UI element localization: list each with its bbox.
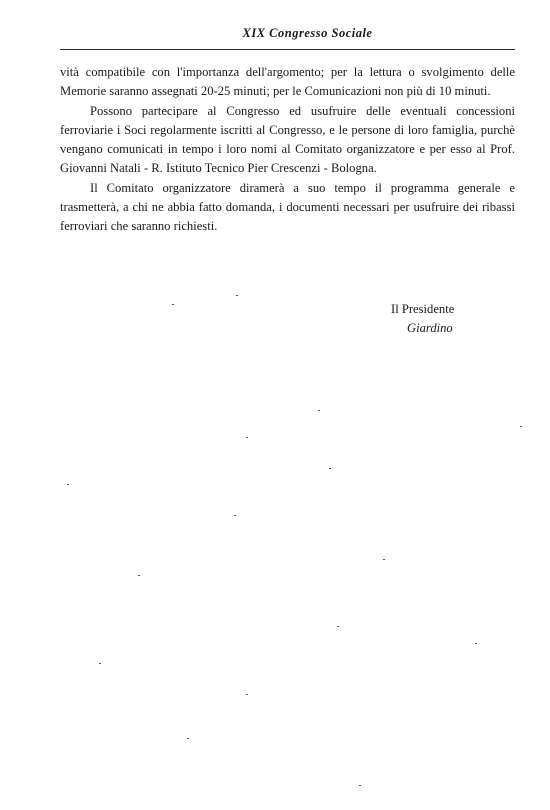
scan-speck — [337, 626, 339, 627]
scan-speck — [329, 468, 331, 469]
scan-speck — [246, 694, 248, 695]
scan-speck — [383, 559, 385, 560]
scan-speck — [138, 575, 140, 576]
running-header: XIX Congresso Sociale — [242, 26, 373, 40]
paragraph-program: Il Comitato organizzatore diramerà a suo tempo il programma generale e trasmetterà, a chi ne abbia fatto domanda, i documenti necessari per usufruire dei ribassi ferroviari che saranno richiesti. — [60, 181, 515, 233]
scan-speck — [172, 304, 174, 305]
scan-speck — [359, 785, 361, 786]
scan-speck — [520, 426, 522, 427]
scan-speck — [246, 437, 248, 438]
paragraph-continuation: vità compatibile con l'importanza dell'argomento; per la lettura o svolgimento delle Memorie saranno assegnati 20-25 minuti; per le Comunicazioni non più di 10 minuti. — [60, 65, 515, 98]
scan-speck — [234, 515, 236, 516]
signature-title: Il Presidente — [391, 302, 455, 316]
scan-speck — [318, 410, 320, 411]
scan-speck — [475, 643, 477, 644]
header-rule — [60, 49, 515, 50]
scan-speck — [67, 484, 69, 485]
scan-speck — [187, 738, 189, 739]
signature-name: Giardino — [407, 321, 453, 335]
body-text — [60, 63, 515, 237]
scan-speck — [99, 663, 101, 664]
paragraph-participation: Possono partecipare al Congresso ed usufruire delle eventuali concessioni ferroviarie i Soci regolarmente iscritti al Congresso, e le persone di loro famiglia, purchè vengano comunicati in tempo i loro nomi al Comitato organizzatore e per esso al Prof. Giovanni Natali - R. Istituto Tecnico Pier Crescenzi - Bologna. — [60, 104, 515, 175]
signature-block — [385, 300, 525, 338]
scan-speck — [236, 295, 238, 296]
